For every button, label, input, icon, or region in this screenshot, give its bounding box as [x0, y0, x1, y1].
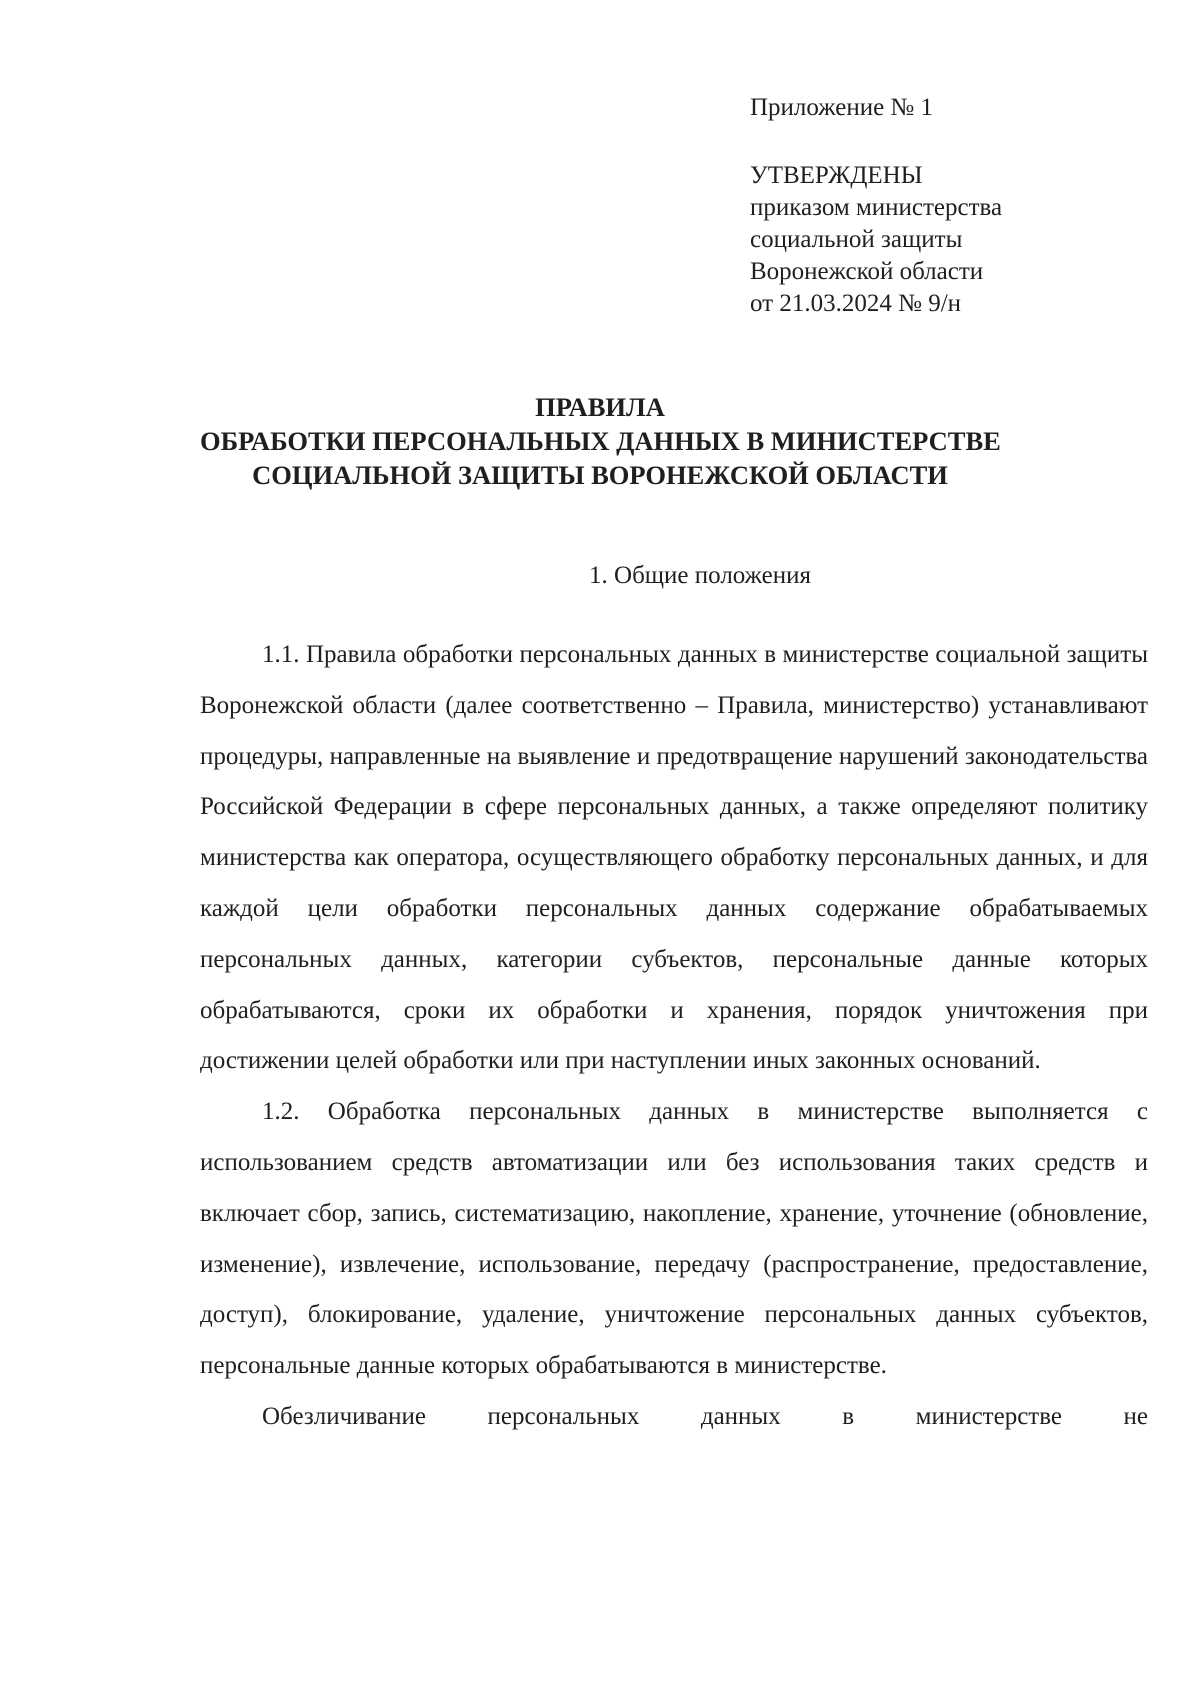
title-line: ПРАВИЛА [535, 392, 665, 422]
document-body [200, 630, 1148, 1443]
approval-block [750, 160, 1002, 320]
document-title [200, 390, 1000, 492]
title-line: СОЦИАЛЬНОЙ ЗАЩИТЫ ВОРОНЕЖСКОЙ ОБЛАСТИ [252, 460, 948, 490]
approval-line: социальной защиты [750, 226, 963, 253]
approval-line: приказом министерства [750, 194, 1003, 221]
approval-line: УТВЕРЖДЕНЫ [750, 162, 923, 189]
title-line: ОБРАБОТКИ ПЕРСОНАЛЬНЫХ ДАННЫХ В МИНИСТЕРСТВЕ [200, 426, 1001, 456]
paragraph-depersonalization: Обезличивание персональных данных в министерстве не [262, 1402, 1148, 1430]
section-heading: 1. Общие положения [589, 562, 811, 589]
appendix-label: Приложение № 1 [750, 94, 934, 121]
paragraph-1-2: 1.2. Обработка персональных данных в министерстве выполняется с использованием средств автоматизации или без использования таких средств и включает сбор, запись, систематизацию, накопление, хранение, уточнение (обновление, изменение), извлечение, использование, передачу (распространение, предоставление, доступ), блокирование, удаление, уничтожение персональных данных субъектов, персональные данные которых обрабатываются в министерстве. [200, 1098, 1148, 1380]
paragraph-1-1: 1.1. Правила обработки персональных данных в министерстве социальной защиты Воронежской области (далее соответственно – Правила, министерство) устанавливают процедуры, направленные на выявление и предотвращение нарушений законодательства Российской Федерации в сфере персональных данных, а также определяют политику министерства как оператора, осуществляющего обработку персональных данных, и для каждой цели обработки персональных данных содержание обрабатываемых персональных данных, категории субъектов, персональные данные которых обрабатываются, сроки их обработки и хранения, порядок уничтожения при достижении целей обработки или при наступлении иных законных оснований. [200, 641, 1148, 1075]
approval-line: от 21.03.2024 № 9/н [750, 290, 962, 317]
approval-line: Воронежской области [750, 258, 984, 285]
